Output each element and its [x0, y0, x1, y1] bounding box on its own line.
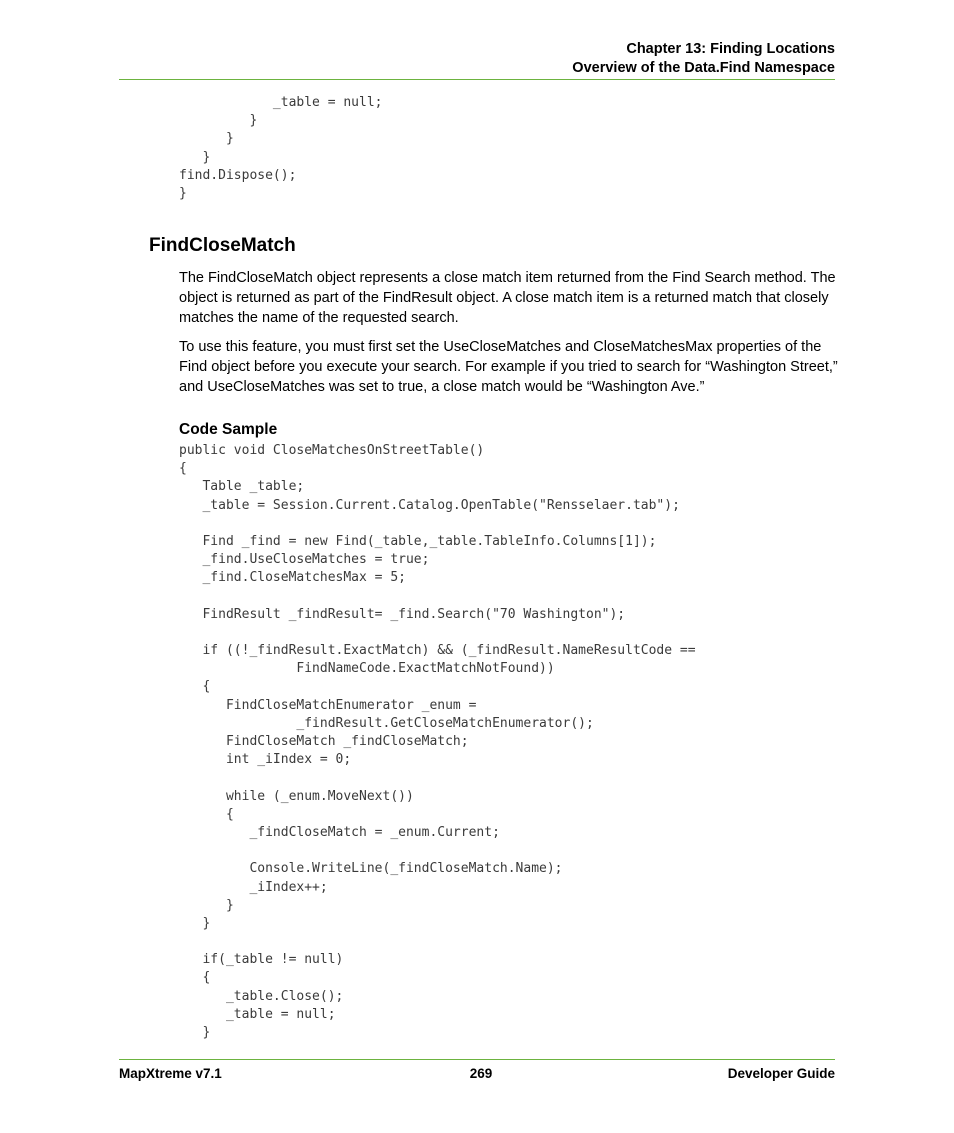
code-line: _find.CloseMatchesMax = 5; — [179, 570, 406, 586]
footer-guide: Developer Guide — [727, 1066, 835, 1081]
code-line: _iIndex++; — [179, 879, 328, 895]
code-block-continued — [179, 94, 383, 203]
code-line — [179, 769, 696, 787]
code-line: Console.WriteLine(_findCloseMatch.Name); — [179, 861, 563, 877]
chapter-title: Chapter 13: Finding Locations — [626, 41, 835, 57]
code-line — [179, 588, 696, 606]
code-line: { — [179, 970, 211, 986]
running-header — [572, 40, 835, 77]
code-line: FindResult _findResult= _find.Search("70 Washington"); — [179, 606, 626, 622]
code-line — [179, 624, 696, 642]
code-line: int _iIndex = 0; — [179, 752, 352, 768]
code-line: find.Dispose(); — [179, 167, 297, 183]
section-title: Overview of the Data.Find Namespace — [572, 59, 835, 76]
code-line — [179, 515, 696, 533]
code-line: public void CloseMatchesOnStreetTable() — [179, 443, 485, 458]
code-line: { — [179, 461, 187, 477]
code-line: Table _table; — [179, 479, 305, 495]
footer-rule — [119, 1059, 835, 1060]
code-line: _findResult.GetCloseMatchEnumerator(); — [179, 715, 594, 731]
code-line: while (_enum.MoveNext()) — [179, 788, 414, 804]
code-line: } — [179, 897, 234, 913]
code-line: FindCloseMatch _findCloseMatch; — [179, 734, 469, 749]
code-line: } — [179, 185, 187, 201]
code-line: _table.Close(); — [179, 988, 344, 1004]
section-heading: FindCloseMatch — [149, 235, 296, 256]
paragraph-usage: To use this feature, you must first set the UseCloseMatches and CloseMatchesMax properties of the Find object before you execute your search. For example if you tried to search for “Washington Street,” and UseCloseMatches was set to true, a close match would be “Washington Ave.” — [179, 339, 838, 396]
code-line: } — [179, 1025, 211, 1040]
code-line: _table = null; — [179, 1006, 336, 1022]
code-line: { — [179, 679, 211, 695]
code-line: if(_table != null) — [179, 952, 344, 968]
code-line — [179, 842, 696, 860]
code-line: _table = null; — [179, 95, 383, 110]
code-line: _find.UseCloseMatches = true; — [179, 552, 430, 568]
code-line: { — [179, 806, 234, 822]
code-line — [179, 933, 696, 951]
code-line: FindNameCode.ExactMatchNotFound)) — [179, 661, 555, 677]
footer-product: MapXtreme v7.1 — [119, 1066, 222, 1081]
page-number: 269 — [469, 1066, 493, 1081]
code-line: _findCloseMatch = _enum.Current; — [179, 824, 500, 840]
code-sample-block — [179, 442, 696, 1042]
code-line: } — [179, 131, 234, 147]
code-line: } — [179, 113, 258, 129]
code-line: FindCloseMatchEnumerator _enum = — [179, 697, 477, 713]
header-rule — [119, 79, 835, 80]
code-line: Find _find = new Find(_table,_table.TableInfo.Columns[1]); — [179, 533, 657, 549]
code-sample-heading: Code Sample — [179, 421, 278, 438]
code-line: if ((!_findResult.ExactMatch) && (_findResult.NameResultCode == — [179, 643, 696, 659]
code-line: _table = Session.Current.Catalog.OpenTable("Rensselaer.tab"); — [179, 497, 680, 513]
code-line: } — [179, 149, 211, 165]
code-line: } — [179, 915, 211, 931]
paragraph-description: The FindCloseMatch object represents a close match item returned from the Find Search method. The object is returned as part of the FindResult object. A close match item is a returned match that closely matches the name of the requested search. — [179, 270, 836, 327]
